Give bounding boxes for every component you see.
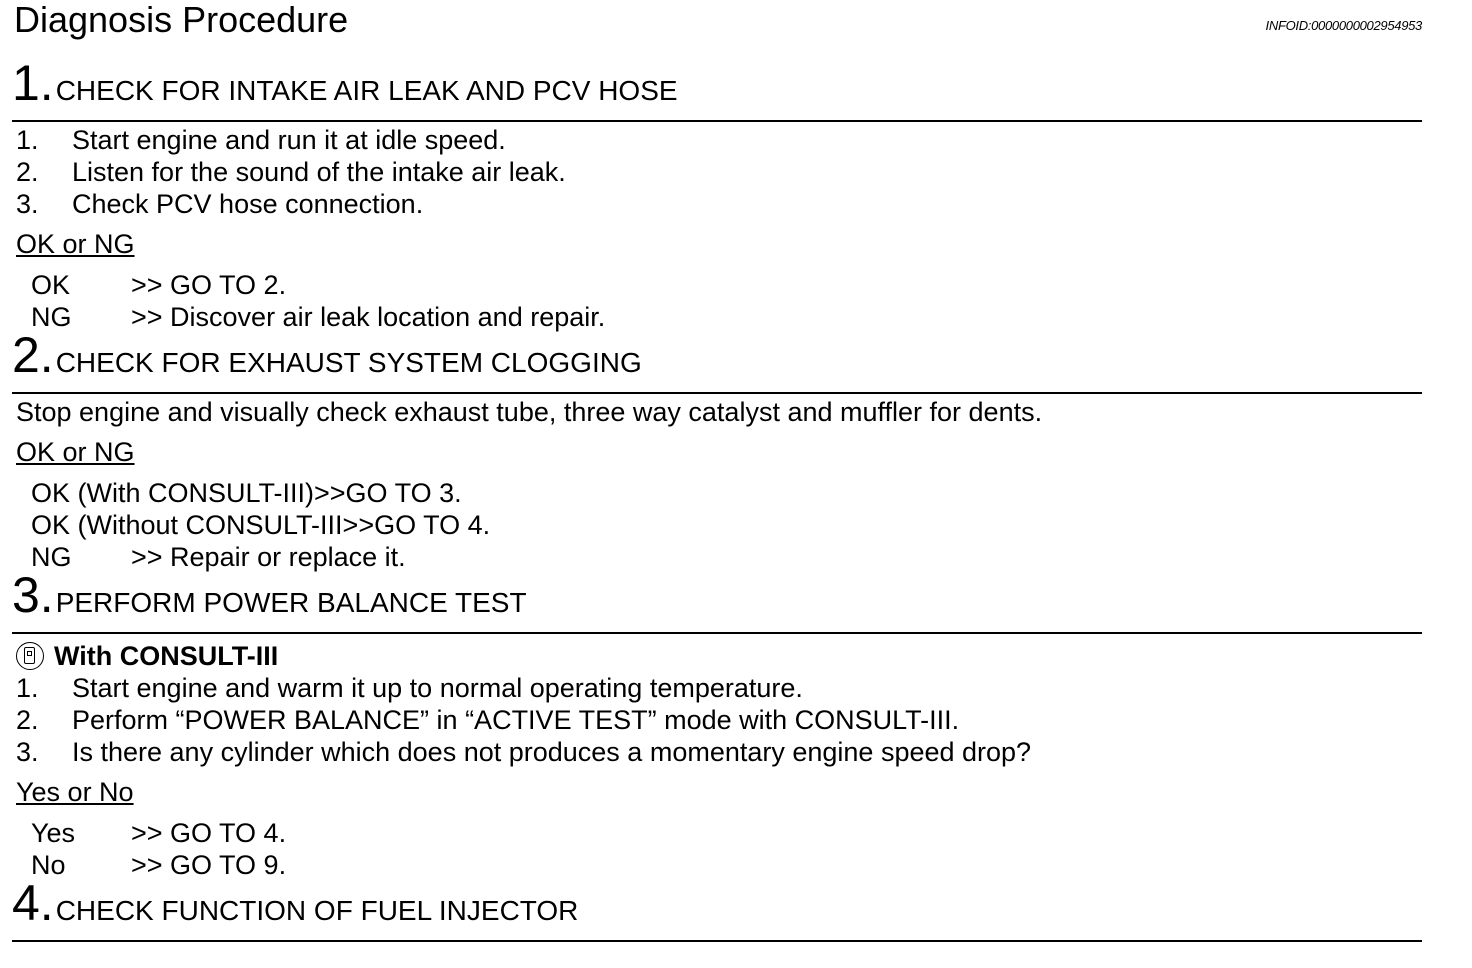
list-item: 1. Start engine and run it at idle speed. <box>16 125 506 155</box>
step-4-header <box>12 875 579 931</box>
info-id: INFOID:0000000002954953 <box>1265 18 1422 33</box>
tool-label: With CONSULT-III <box>16 640 278 672</box>
judgement-label: OK or NG <box>16 229 135 259</box>
step-number: 1. <box>12 55 54 111</box>
result-row: OK (Without CONSULT-III>>GO TO 4. <box>31 510 491 540</box>
result-row: OK >> GO TO 2. <box>31 270 287 300</box>
step-1-header <box>12 55 678 111</box>
step-number: 2. <box>12 327 54 383</box>
step-number: 4. <box>12 875 54 931</box>
list-item: 3. Check PCV hose connection. <box>16 189 424 219</box>
result-row: NG >> Discover air leak location and repair. <box>31 302 606 332</box>
step-heading: PERFORM POWER BALANCE TEST <box>55 587 527 618</box>
step-heading: CHECK FOR EXHAUST SYSTEM CLOGGING <box>55 347 642 378</box>
step-divider <box>12 632 1422 634</box>
step-3-header <box>12 567 527 623</box>
step-heading: CHECK FUNCTION OF FUEL INJECTOR <box>55 895 579 926</box>
step-number: 3. <box>12 567 54 623</box>
list-item: 2. Listen for the sound of the intake air leak. <box>16 157 566 187</box>
result-row: NG >> Repair or replace it. <box>31 542 406 572</box>
step-divider <box>12 392 1422 394</box>
step-divider <box>12 940 1422 942</box>
result-row: OK (With CONSULT-III)>>GO TO 3. <box>31 478 462 508</box>
step-2-header <box>12 327 642 383</box>
page-title: Diagnosis Procedure <box>14 0 349 40</box>
list-item: 1. Start engine and warm it up to normal operating temperature. <box>16 673 803 703</box>
consult-tool-icon <box>16 642 44 670</box>
list-item: 3. Is there any cylinder which does not produces a momentary engine speed drop? <box>16 737 1032 767</box>
step-heading: CHECK FOR INTAKE AIR LEAK AND PCV HOSE <box>55 75 678 106</box>
judgement-label: OK or NG <box>16 437 135 467</box>
step-body: Stop engine and visually check exhaust tube, three way catalyst and muffler for dents. <box>16 397 1043 427</box>
list-item: 2. Perform “POWER BALANCE” in “ACTIVE TEST” mode with CONSULT-III. <box>16 705 960 735</box>
result-row: No >> GO TO 9. <box>31 850 287 880</box>
result-row: Yes >> GO TO 4. <box>31 818 287 848</box>
judgement-label: Yes or No <box>16 777 134 807</box>
step-divider <box>12 120 1422 122</box>
